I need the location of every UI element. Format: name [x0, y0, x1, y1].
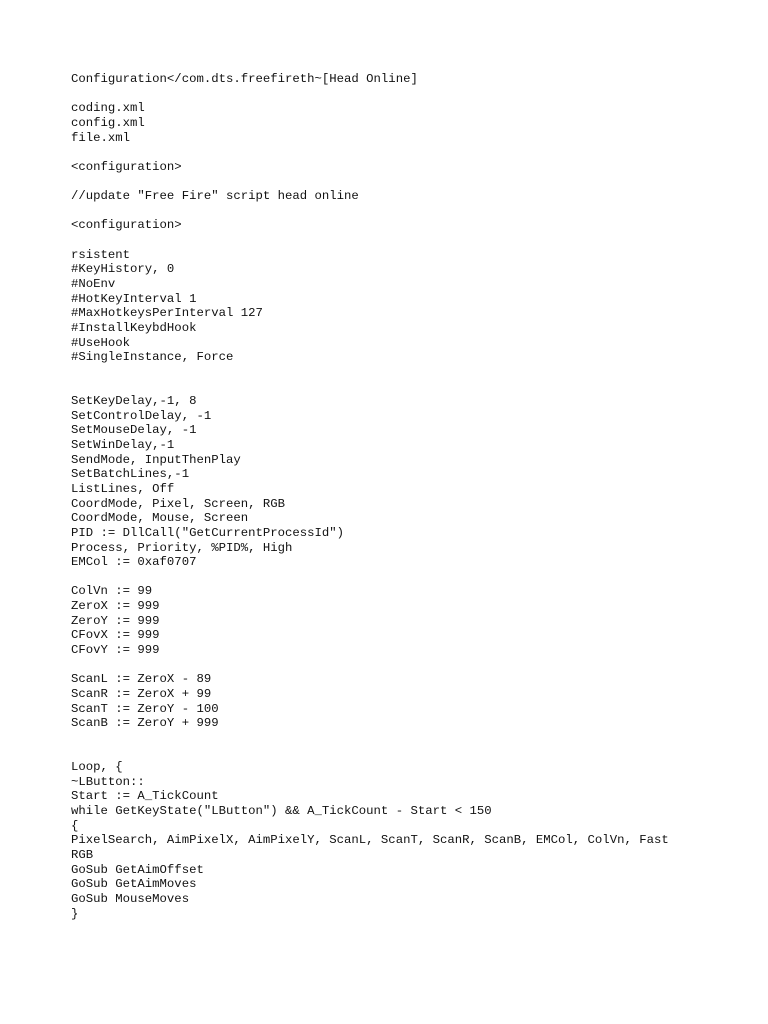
directive-line: #UseHook: [71, 335, 131, 350]
directive-line: #NoEnv: [71, 276, 116, 291]
script-comment: //update "Free Fire" script head online: [71, 189, 359, 204]
setting-line: SendMode, InputThenPlay: [71, 452, 241, 467]
loop-line: }: [71, 906, 79, 921]
loop-line: RGB: [71, 847, 94, 862]
spacer: [71, 145, 711, 160]
loop-line: while GetKeyState("LButton") && A_TickCount - Start < 150: [71, 804, 492, 819]
directives-list: [71, 248, 711, 365]
loop-line: Start := A_TickCount: [71, 789, 219, 804]
config-open-section-2: [71, 218, 711, 233]
variable-line: CFovX := 999: [71, 628, 160, 643]
file-item: coding.xml: [71, 101, 145, 116]
setting-line: SetControlDelay, -1: [71, 408, 212, 423]
variable-line: CFovY := 999: [71, 643, 160, 657]
directive-line: #SingleInstance, Force: [71, 350, 234, 365]
scan-line: ScanT := ZeroY - 100: [71, 701, 219, 716]
variables-list: [71, 584, 711, 657]
header-section: [71, 72, 711, 87]
variable-line: ZeroX := 999: [71, 599, 160, 614]
directive-line: #HotKeyInterval 1: [71, 291, 197, 306]
scan-line: ScanB := ZeroY + 999: [71, 716, 219, 731]
loop-line: PixelSearch, AimPixelX, AimPixelY, ScanL, ScanT, ScanR, ScanB, EMCol, ColVn, Fast: [71, 833, 669, 848]
spacer: [71, 731, 711, 760]
document-header: Configuration</com.dts.freefireth~[Head Online]: [71, 72, 418, 86]
setting-line: SetMouseDelay, -1: [71, 423, 197, 438]
loop-line: GoSub GetAimOffset: [71, 862, 204, 877]
setting-line: Process, Priority, %PID%, High: [71, 540, 293, 555]
spacer: [71, 204, 711, 219]
setting-line: PID := DllCall("GetCurrentProcessId"): [71, 525, 345, 540]
spacer: [71, 570, 711, 585]
scan-list: [71, 672, 711, 731]
setting-line: SetWinDelay,-1: [71, 438, 175, 453]
loop-line: GoSub GetAimMoves: [71, 877, 197, 892]
config-open-tag: <configuration>: [71, 218, 182, 233]
spacer: [71, 174, 711, 189]
setting-line: CoordMode, Mouse, Screen: [71, 511, 249, 526]
setting-line: ListLines, Off: [71, 481, 175, 496]
directive-line: #InstallKeybdHook: [71, 320, 197, 335]
file-list: [71, 101, 711, 145]
directive-line: #KeyHistory, 0: [71, 262, 175, 277]
setting-line: SetKeyDelay,-1, 8: [71, 394, 197, 409]
comment-section: [71, 189, 711, 204]
document-page: [71, 72, 711, 921]
setting-line: EMCol := 0xaf0707: [71, 555, 197, 570]
scan-line: ScanR := ZeroX + 99: [71, 686, 212, 701]
spacer: [71, 87, 711, 102]
config-open-tag: <configuration>: [71, 159, 182, 174]
spacer: [71, 658, 711, 673]
setting-line: CoordMode, Pixel, Screen, RGB: [71, 496, 286, 511]
directive-line: rsistent: [71, 247, 131, 262]
file-item: config.xml: [71, 115, 145, 130]
directive-line: #MaxHotkeysPerInterval 127: [71, 306, 263, 321]
spacer: [71, 233, 711, 248]
loop-line: ~LButton::: [71, 774, 145, 789]
loop-line: {: [71, 818, 79, 833]
variable-line: ColVn := 99: [71, 584, 153, 599]
loop-block: [71, 760, 711, 921]
settings-list: [71, 394, 711, 570]
file-item: file.xml: [71, 130, 131, 145]
scan-line: ScanL := ZeroX - 89: [71, 672, 212, 687]
setting-line: SetBatchLines,-1: [71, 467, 190, 482]
config-open-section: [71, 160, 711, 175]
loop-line: GoSub MouseMoves: [71, 891, 190, 906]
spacer: [71, 365, 711, 394]
variable-line: ZeroY := 999: [71, 613, 160, 628]
loop-line: Loop, {: [71, 760, 123, 775]
